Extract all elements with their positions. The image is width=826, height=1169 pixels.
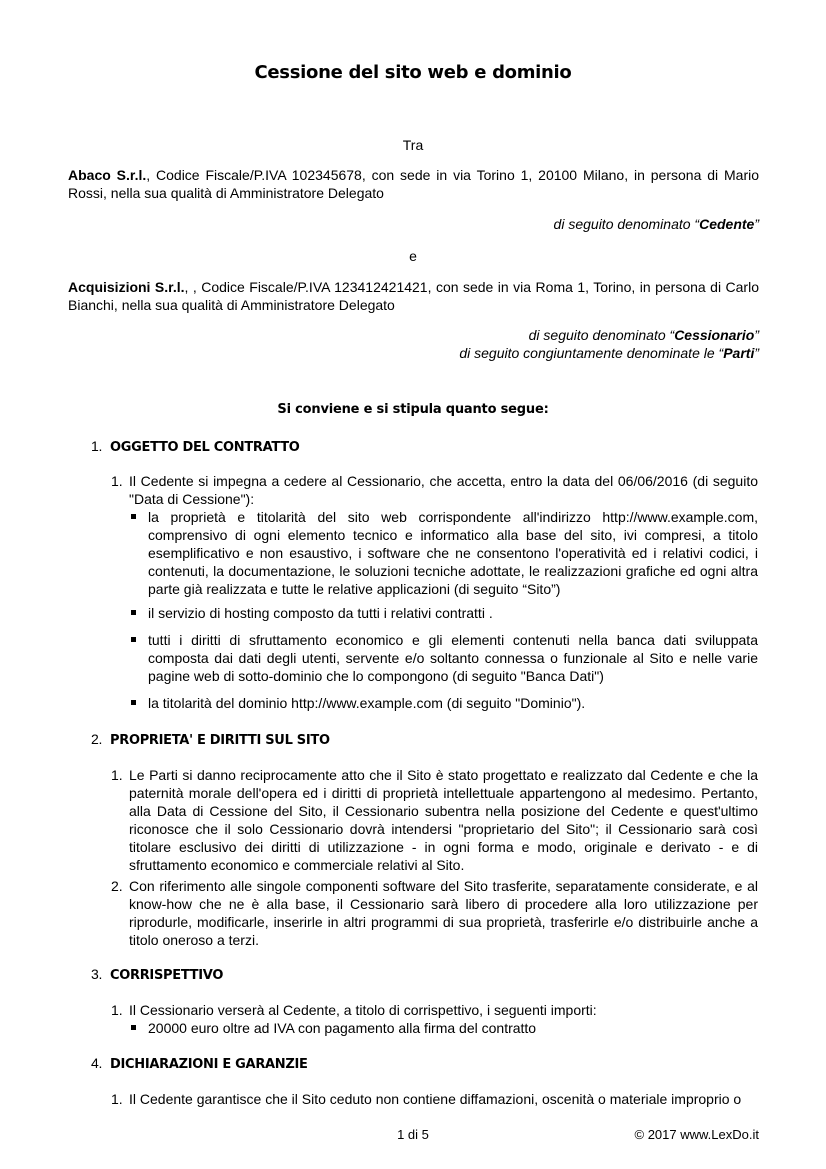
clause-item xyxy=(111,1090,758,1108)
cessionario-details: , , Codice Fiscale/P.IVA 123412421421, con sede in via Roma 1, Torino, in persona di Carlo Bianchi, nella sua qualità di Amministratore Delegato xyxy=(68,279,759,313)
bullet-text: la titolarità del dominio http://www.example.com (di seguito "Dominio"). xyxy=(148,695,586,711)
bullet-item xyxy=(131,1019,758,1037)
bullet-square-icon xyxy=(131,514,136,519)
parti-designation xyxy=(459,345,759,361)
section-heading xyxy=(91,438,300,455)
bullet-item xyxy=(131,604,758,622)
clause-text: Le Parti si danno reciprocamente atto che il Sito è stato progettato e realizzato dal Cedente e che la paternità morale dell'opera ed i diritti di proprietà intellettuale appartengono al medesimo. Pertanto, alla Data di Cessione del Sito, il Cessionario subentra nella posizione del Cedente e quest'ultimo riconosce che il solo Cessionario dovrà intendersi "proprietario del Sito"; il Cessionario sarà così titolare esclusivo dei diritti di utilizzazione - in ogni forma e modo, originale e derivato - e di sfruttamento economico e commerciale relativi al Sito. xyxy=(129,767,758,873)
cedente-name: Abaco S.r.l. xyxy=(68,167,147,183)
e-label: e xyxy=(409,248,417,264)
designation-prefix: di seguito denominato “ xyxy=(553,216,700,232)
clause-text: Il Cedente garantisce che il Sito ceduto non contiene diffamazioni, oscenità o materiale improprio o xyxy=(129,1091,742,1107)
bullet-text: il servizio di hosting composto da tutti i relativi contratti . xyxy=(148,605,493,621)
designation-suffix: ” xyxy=(754,327,759,343)
bullet-text: 20000 euro oltre ad IVA con pagamento alla firma del contratto xyxy=(148,1020,537,1036)
section-heading xyxy=(91,731,330,748)
bullet-item xyxy=(131,631,758,685)
section-heading xyxy=(91,966,223,983)
clause-number: 1. xyxy=(111,1002,123,1018)
tra-label: Tra xyxy=(402,137,424,153)
section-title: DICHIARAZIONI E GARANZIE xyxy=(110,1057,308,1072)
document-title: Cessione del sito web e dominio xyxy=(254,62,572,83)
section-title: PROPRIETA' E DIRITTI SUL SITO xyxy=(110,733,330,748)
clause-item xyxy=(111,877,758,949)
bullet-square-icon xyxy=(131,637,136,642)
clause-number: 1. xyxy=(111,767,123,783)
section-number: 1. xyxy=(91,438,103,454)
clause-item xyxy=(111,472,758,508)
cessionario-paragraph xyxy=(68,278,759,314)
cedente-details: , Codice Fiscale/P.IVA 102345678, con sede in via Torino 1, 20100 Milano, in persona di Mario Rossi, nella sua qualità di Amministratore Delegato xyxy=(68,167,760,201)
bullet-square-icon xyxy=(131,700,136,705)
clause-text: Il Cessionario verserà al Cedente, a titolo di corrispettivo, i seguenti importi: xyxy=(129,1002,597,1018)
section-number: 4. xyxy=(91,1055,103,1071)
clause-number: 1. xyxy=(111,473,123,489)
bullet-item xyxy=(131,508,758,598)
section-title: OGGETTO DEL CONTRATTO xyxy=(110,440,300,455)
cessionario-designation xyxy=(529,327,759,343)
stipula-heading: Si conviene e si stipula quanto segue: xyxy=(277,402,549,417)
designation-suffix: ” xyxy=(754,345,759,361)
section-heading xyxy=(91,1055,308,1072)
bullet-square-icon xyxy=(131,610,136,615)
bullet-text: tutti i diritti di sfruttamento economico e gli elementi contenuti nella banca dati sviluppata composta dai dati degli utenti, servente e/o soltanto connessa o funzionale al Sito e nelle varie pagine web di sotto-dominio che lo compongono (di seguito "Banca Dati") xyxy=(148,632,758,684)
bullet-square-icon xyxy=(131,1025,136,1030)
designation-prefix: di seguito congiuntamente denominate le “ xyxy=(459,345,724,361)
clause-item xyxy=(111,766,758,874)
section-number: 3. xyxy=(91,966,103,982)
designation-prefix: di seguito denominato “ xyxy=(528,327,675,343)
bullet-item xyxy=(131,694,758,712)
section-number: 2. xyxy=(91,731,103,747)
copyright-notice: © 2017 www.LexDo.it xyxy=(634,1127,759,1142)
designation-bold: Parti xyxy=(723,345,755,361)
clause-item xyxy=(111,1001,758,1019)
page-number: 1 di 5 xyxy=(397,1127,429,1142)
section-title: CORRISPETTIVO xyxy=(110,968,224,983)
designation-bold: Cessionario xyxy=(674,327,755,343)
cessionario-name: Acquisizioni S.r.l. xyxy=(68,279,185,295)
clause-text: Il Cedente si impegna a cedere al Cessionario, che accetta, entro la data del 06/06/2016 (di seguito "Data di Cessione"): xyxy=(129,473,758,507)
clause-number: 2. xyxy=(111,878,123,894)
cedente-paragraph xyxy=(68,166,759,202)
designation-suffix: ” xyxy=(754,216,759,232)
bullet-text: la proprietà e titolarità del sito web corrispondente all'indirizzo http://www.example.com, comprensivo di ogni elemento tecnico e informatico alla base del sito, ivi compresi, a titolo esemplificativo e non esaustivo, i software che ne consentono l'operatività ed i relativi codici, i contenuti, la documentazione, le soluzioni tecniche adottate, le realizzazioni grafiche ed ogni altra parte già realizzata e tutte le relative applicazioni (di seguito “Sito”) xyxy=(148,509,758,597)
designation-bold: Cedente xyxy=(699,216,755,232)
clause-number: 1. xyxy=(111,1091,123,1107)
cedente-designation xyxy=(554,216,759,232)
clause-text: Con riferimento alle singole componenti software del Sito trasferite, separatamente considerate, e al know-how che ne è alla base, il Cessionario sarà libero di procedere alla loro utilizzazione per riprodurle, modificarle, inserirle in altri programmi di sua proprietà, trasferirle e/o distribuirle anche a titolo oneroso a terzi. xyxy=(129,878,758,948)
